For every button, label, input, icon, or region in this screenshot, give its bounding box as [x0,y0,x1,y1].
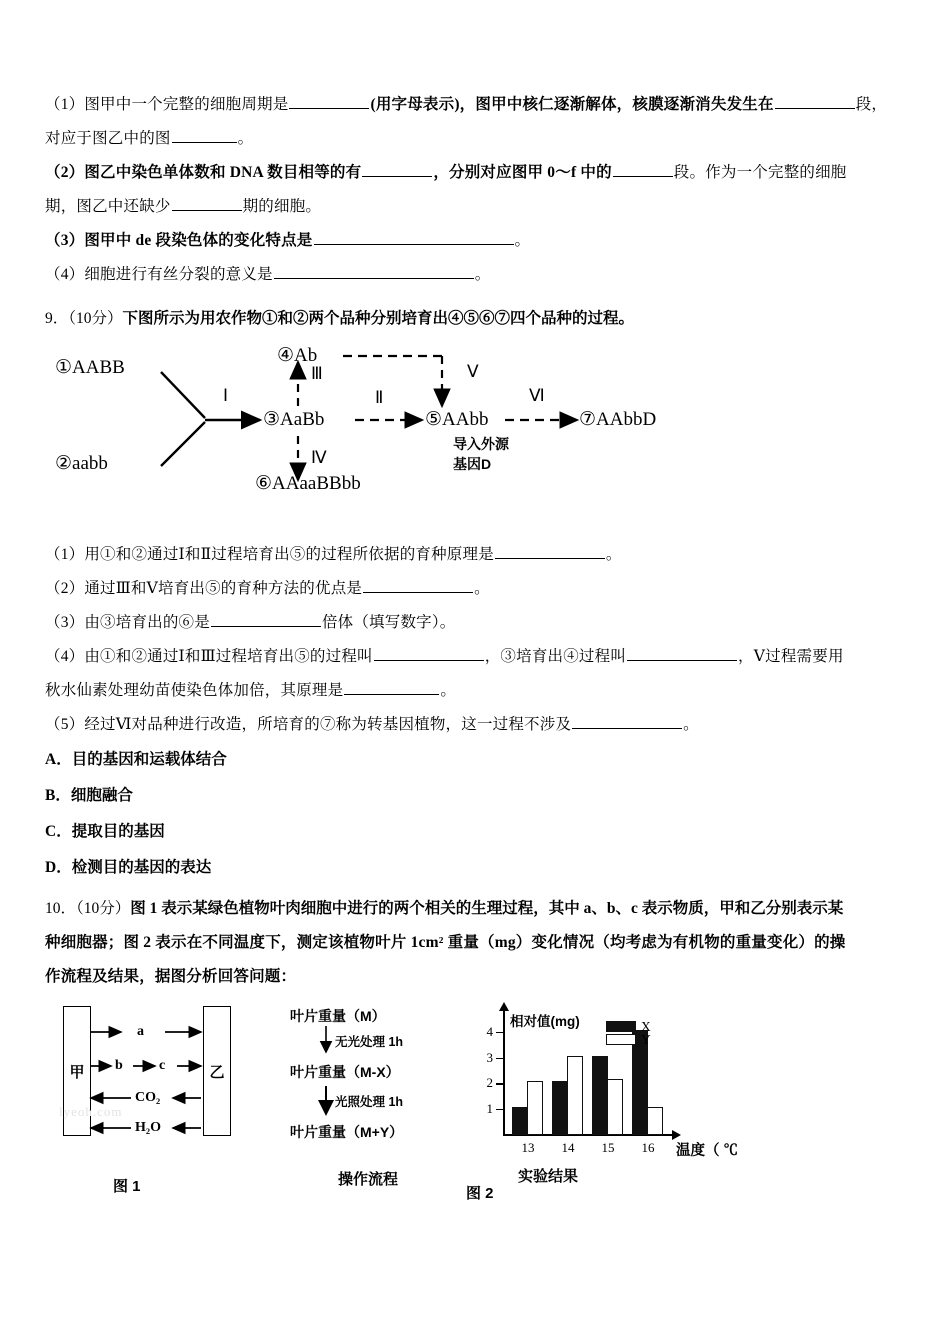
legend-entry-y [606,1033,686,1046]
option-letter: C． [45,823,72,840]
substance-b-label: b [115,1058,123,1073]
q9-sub4 [45,640,917,674]
q9-sub5-text-b: 。 [683,716,699,733]
bar-group-13 [511,1017,545,1155]
bar-group-14 [551,1017,585,1155]
flow-note-2: 光照处理 1h [335,1095,404,1109]
chart-subtitle: 实验结果 [518,1168,579,1185]
q9-sub4-text-c: ，Ⅴ过程需要用 [738,648,844,665]
flow-step-2: 叶片重量（M-X） [290,1064,400,1080]
answer-blank[interactable] [775,93,855,109]
q8-sub2-text-b: ，分别对应图甲 0～f 中的 [433,164,612,181]
q9-option-a[interactable] [45,742,917,778]
q9-sub4-cont [45,674,917,708]
q8-sub2-text-c: 段。作为一个完整的细胞 [673,164,847,181]
answer-blank[interactable] [289,93,369,109]
q9-sub4-text-a: （4）由①和②通过Ⅰ和Ⅲ过程培育出⑤的过程叫 [45,648,373,665]
operation-flow [290,1000,470,1200]
watermark: lyeoh.com [59,1104,123,1119]
q9-sub4-text-b: ，③培育出④过程叫 [484,648,627,665]
breeding-node-3: ③AaBb [263,409,325,430]
q8-sub2-text-a: （2）图乙中染色单体数和 DNA 数目相等的有 [45,164,362,181]
bar-x-14 [552,1081,568,1134]
co2-label: CO₂ [135,1090,161,1105]
q9-sub1 [45,538,917,572]
process-label-3: Ⅲ [311,364,323,383]
y-tick-label-1: 1 [486,1101,493,1117]
option-letter: D． [45,859,72,876]
q8-sub4-text-b: 。 [474,266,491,283]
h2o-label: H₂O [135,1120,161,1135]
x-tick-label-15: 15 [601,1139,615,1155]
transgene-annotation-line1: 导入外源 [453,436,509,452]
q9-sub4-text-d: 秋水仙素处理幼苗使染色体加倍，其原理是 [45,682,344,699]
process-label-2: Ⅱ [375,388,384,407]
answer-blank[interactable] [363,577,473,593]
q8-sub1-text-a: （1）图甲中一个完整的细胞周期是 [45,96,289,113]
y-axis-label: 相对值(mg) [510,1014,580,1029]
y-tick-2 [486,1075,504,1091]
answer-blank[interactable] [613,161,673,177]
q8-sub1-cont [45,122,917,156]
process-label-5: Ⅴ [467,362,479,381]
q10-figures [45,1000,917,1215]
bar-x-15 [592,1056,608,1135]
answer-blank[interactable] [362,161,432,177]
answer-blank[interactable] [172,195,242,211]
answer-blank[interactable] [344,679,439,695]
bar-y-16 [647,1107,663,1135]
q9-sub4-text-e: 。 [440,682,457,699]
q9-header [45,302,917,336]
q10-score: （10分） [76,900,131,917]
process-label-4: Ⅳ [311,448,327,467]
bar-chart [478,1008,739,1159]
answer-blank[interactable] [211,611,321,627]
x-axis-label: 温度（ ℃ [676,1143,739,1159]
answer-blank[interactable] [374,645,484,661]
y-tick-3 [486,1049,504,1065]
breeding-node-1: ①AABB [55,357,125,378]
q9-sub3-text-a: （3）由③培育出的⑥是 [45,614,210,631]
breeding-node-7: ⑦AAbbD [579,409,657,430]
option-letter: B． [45,787,71,804]
figure-2 [460,1000,739,1205]
q9-option-d[interactable] [45,850,917,886]
y-tick-4 [486,1024,504,1040]
breeding-diagram-svg [55,344,675,534]
legend-swatch-x [606,1021,636,1032]
q9-sub5 [45,708,917,742]
breeding-node-2: ②aabb [55,453,108,474]
flow-step-1: 叶片重量（M） [290,1008,386,1024]
flow-caption: 操作流程 [338,1171,399,1188]
q8-sub2 [45,156,917,190]
answer-blank[interactable] [572,713,682,729]
process-label-6: Ⅵ [529,386,545,405]
organelle-right-label: 乙 [209,1063,225,1081]
q8-sub2-cont [45,190,917,224]
q9-sub3 [45,606,917,640]
q8-sub1-text-d: 对应于图乙中的图 [45,130,171,147]
figure-1-caption: 图 1 [113,1178,141,1195]
q8-sub1 [45,88,917,122]
breeding-node-5: ⑤AAbb [425,409,489,430]
x-tick-label-13: 13 [521,1139,535,1155]
q9-option-c[interactable] [45,814,917,850]
q9-number: 9． [45,310,69,327]
q8-sub3-text-a: （3）图甲中 de 段染色体的变化特点是 [45,232,313,249]
option-text: 检测目的基因的表达 [71,859,212,876]
q8-sub2-text-d: 期，图乙中还缺少 [45,198,171,215]
q9-sub5-text-a: （5）经过Ⅵ对品种进行改造，所培育的⑦称为转基因植物，这一过程不涉及 [45,716,572,733]
q9-stem: 下图所示为用农作物①和②两个品种分别培育出④⑤⑥⑦四个品种的过程。 [122,310,635,327]
option-text: 目的基因和运载体结合 [71,751,227,768]
q9-sub1-text-b: 。 [605,546,622,563]
option-text: 提取目的基因 [71,823,165,840]
q8-sub4-text-a: （4）细胞进行有丝分裂的意义是 [45,266,273,283]
legend-swatch-y [606,1034,636,1045]
substance-a-label: a [137,1024,144,1039]
process-label-1: Ⅰ [223,386,229,405]
bar-y-15 [607,1079,623,1135]
answer-blank[interactable] [172,127,237,143]
q9-sub1-text-a: （1）用①和②通过Ⅰ和Ⅱ过程培育出⑤的过程所依据的育种原理是 [45,546,494,563]
option-letter: A． [45,751,72,768]
q9-sub3-text-b: 倍体（填写数字）。 [321,614,456,631]
q8-sub1-text-e: 。 [237,130,254,147]
breeding-node-6: ⑥AAaaBBbb [255,473,361,494]
breeding-diagram [55,344,675,534]
x-tick-label-16: 16 [641,1139,655,1155]
bar-y-13 [527,1081,543,1134]
q8-sub2-text-e: 期的细胞。 [242,198,322,215]
flow-arrows [290,1000,470,1160]
q10-stem-1: 图 1 表示某绿色植物叶肉细胞中进行的两个相关的生理过程，其中 a、b、c 表示物质，甲和乙分别表示某 [130,900,844,917]
bar-x-13 [512,1107,528,1135]
flow-note-1: 无光处理 1h [335,1035,404,1049]
q8-sub4 [45,258,917,292]
figure-2-caption: 图 2 [466,1185,494,1202]
q8-sub3-text-b: 。 [514,232,531,249]
legend-label-y: Y [641,1031,651,1047]
q10-number: 10． [45,900,77,917]
organelle-left-label: 甲 [69,1063,85,1081]
q9-score: （10分） [68,310,123,327]
q8-sub3 [45,224,917,258]
transgene-annotation-line2: 基因D [453,456,492,472]
q10-stem-3: 作流程及结果，据图分析回答问题： [45,968,297,985]
page-content [45,88,917,1215]
answer-blank[interactable] [314,229,514,245]
substance-c-label: c [159,1058,166,1073]
q8-sub1-text-b: (用字母表示)，图甲中核仁逐渐解体，核膜逐渐消失发生在 [370,96,774,113]
q10-stem-2: 种细胞器；图 2 表示在不同温度下，测定该植物叶片 1cm² 重量（mg）变化情况（均考虑为有机物的重量变化）的操 [45,934,846,951]
q9-sub2-text-b: 。 [474,580,490,597]
figure-1 [55,1000,255,1200]
q10-header [45,892,917,926]
option-text: 细胞融合 [70,787,133,804]
q8-sub1-text-c: 段， [855,96,888,113]
q9-sub2-text-a: （2）通过Ⅲ和Ⅴ培育出⑤的育种方法的优点是 [45,580,363,597]
q9-option-b[interactable] [45,778,917,814]
flow-step-3: 叶片重量（M+Y） [290,1124,404,1140]
y-tick-label-2: 2 [486,1075,493,1091]
y-tick-label-4: 4 [486,1024,493,1040]
answer-blank[interactable] [274,263,474,279]
answer-blank[interactable] [627,645,737,661]
y-tick-label-3: 3 [486,1049,493,1065]
answer-blank[interactable] [495,543,605,559]
legend-label-x: X [641,1018,651,1034]
y-tick-1 [486,1101,504,1117]
bar-y-14 [567,1056,583,1135]
x-tick-label-14: 14 [561,1139,575,1155]
breeding-node-4: ④Ab [277,345,318,366]
chart-legend [606,1020,686,1046]
q9-sub2 [45,572,917,606]
